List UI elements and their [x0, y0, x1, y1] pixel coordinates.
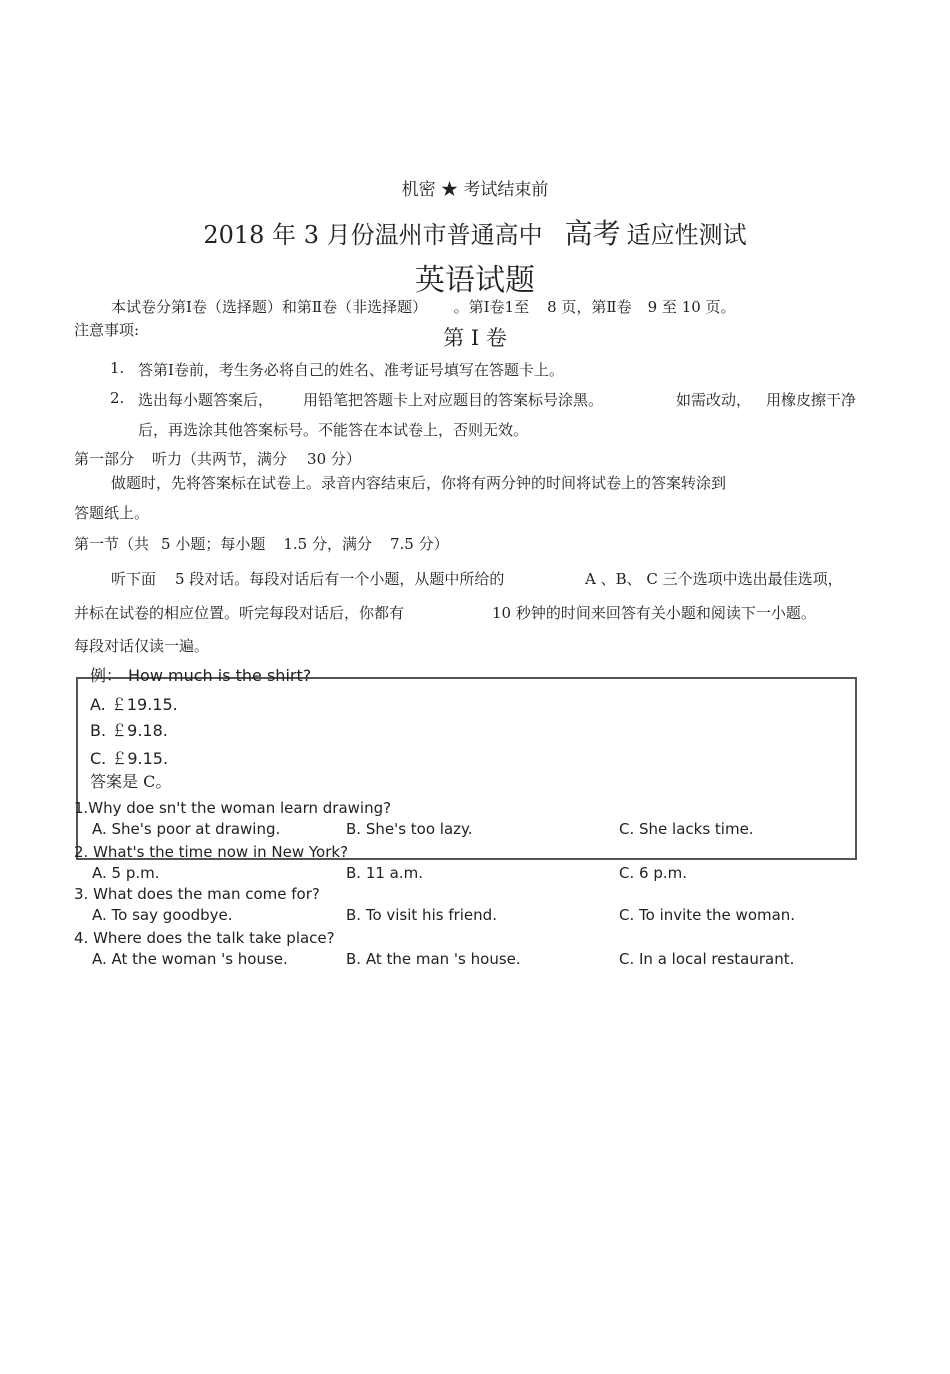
- intro-line-part-d: 9 至 10 页。: [647, 298, 736, 316]
- note-2-part-c: 如需改动，: [676, 391, 752, 409]
- exam-title-part3: 适应性测试: [626, 221, 747, 249]
- question-4-option-b: B. At the man 's house.: [346, 950, 521, 968]
- question-2: 2. What's the time now in New York?: [74, 843, 349, 861]
- example-label: 例：: [90, 666, 123, 685]
- section1-para1-a: 听下面: [111, 570, 157, 588]
- question-3-option-a: A. To say goodbye.: [92, 906, 233, 924]
- question-1-option-c: C. She lacks time.: [619, 820, 754, 838]
- note-2-part-b: 用铅笔把答题卡上对应题目的答案标号涂黑。: [303, 391, 604, 409]
- section1-para1-b: 5 段对话。每段对话后有一个小题，从题中所给的: [175, 570, 505, 588]
- question-1-option-b: B. She's too lazy.: [346, 820, 473, 838]
- section1-heading-d: 7.5 分）: [389, 535, 449, 553]
- part1-heading: [74, 448, 361, 469]
- example-option-b: B. ￡9.18.: [90, 721, 168, 740]
- question-4-option-c: C. In a local restaurant.: [619, 950, 795, 968]
- intro-line-part-a: 本试卷分第Ⅰ卷（选择题）和第Ⅱ卷（非选择题）: [111, 298, 420, 316]
- part1-instruction-2: 答题纸上。: [74, 504, 150, 522]
- exam-title: [0, 212, 950, 252]
- question-4-option-a: A. At the woman 's house.: [92, 950, 288, 968]
- confidential-label: 机密 ★ 考试结束前: [401, 180, 549, 200]
- intro-line: [111, 296, 736, 317]
- section1-para2-b: 10 秒钟的时间来回答有关小题和阅读下一小题。: [492, 604, 816, 622]
- section1-para2-a: 并标在试卷的相应位置。听完每段对话后，你都有: [74, 604, 405, 622]
- question-3-option-c: C. To invite the woman.: [619, 906, 796, 924]
- section1-heading: [74, 533, 449, 554]
- exam-title-part1: 2018 年 3 月份温州市普通高中: [203, 221, 543, 249]
- question-2-option-a: A. 5 p.m.: [92, 864, 160, 882]
- note-1-text: 答第Ⅰ卷前，考生务必将自己的姓名、准考证号填写在答题卡上。: [138, 361, 564, 379]
- part1-heading-c: 30 分）: [307, 450, 361, 468]
- section1-para3: 每段对话仅读一遍。: [74, 637, 210, 655]
- example-answer: 答案是 C。: [90, 772, 172, 791]
- note-1-number: 1.: [110, 359, 125, 377]
- part1-instruction-1: 做题时，先将答案标在试卷上。录音内容结束后，你将有两分钟的时间将试卷上的答案转涂到: [111, 474, 727, 492]
- example-option-c: C. ￡9.15.: [90, 749, 169, 768]
- example-question-line: [90, 663, 311, 686]
- note-2-part-d: 用橡皮擦干净: [766, 391, 857, 409]
- note-2-number: 2.: [110, 389, 125, 407]
- intro-line-part-b: 。第Ⅰ卷1至: [453, 298, 530, 316]
- part1-heading-a: 第一部分: [74, 450, 135, 468]
- part1-heading-b: 听力（共两节，满分: [152, 450, 288, 468]
- question-3-option-b: B. To visit his friend.: [346, 906, 497, 924]
- section1-heading-b: 5 小题；每小题: [161, 535, 266, 553]
- notes-label: 注意事项:: [74, 321, 140, 339]
- intro-line-part-c: 8 页，第Ⅱ卷: [547, 298, 632, 316]
- example-question: How much is the shirt?: [128, 666, 312, 685]
- subject-title: 英语试题: [415, 263, 535, 298]
- section1-heading-c: 1.5 分，满分: [283, 535, 372, 553]
- question-2-option-b: B. 11 a.m.: [346, 864, 424, 882]
- exam-title-part2: 高考: [564, 217, 621, 250]
- volume-title: 第 I 卷: [443, 326, 507, 350]
- section1-heading-a: 第一节（共: [74, 535, 150, 553]
- question-3: 3. What does the man come for?: [74, 885, 320, 903]
- note-2-continuation: 后，再选涂其他答案标号。不能答在本试卷上，否则无效。: [138, 421, 529, 439]
- example-option-a: A. ￡19.15.: [90, 695, 178, 714]
- question-2-option-c: C. 6 p.m.: [619, 864, 687, 882]
- question-4: 4. Where does the talk take place?: [74, 929, 335, 947]
- note-2-part-a: 选出每小题答案后，: [138, 391, 274, 409]
- section1-para1-c: A 、B、 C 三个选项中选出最佳选项，: [585, 570, 843, 588]
- question-1-option-a: A. She's poor at drawing.: [92, 820, 281, 838]
- question-1: 1.Why doe sn't the woman learn drawing?: [74, 799, 392, 817]
